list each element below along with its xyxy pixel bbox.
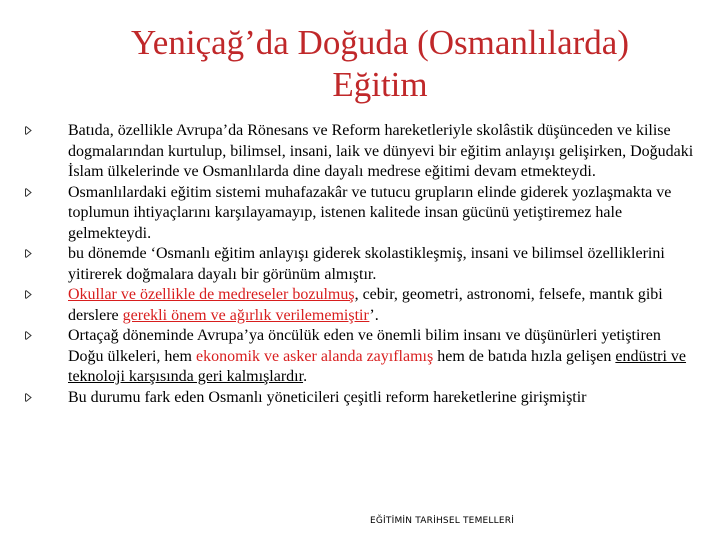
bullet-item-6 xyxy=(25,388,695,409)
slide-title-line-1: Yeniçağ’da Doğuda (Osmanlılarda) xyxy=(131,23,629,62)
arrow-bullet-icon xyxy=(25,126,32,135)
slide-title-line-2: Eğitim xyxy=(332,65,428,104)
bullet-text: . xyxy=(303,368,308,385)
arrow-bullet-icon xyxy=(25,188,32,197)
bullet-text: , cebir, geometri, astronomi, felsefe, mantık gibi derslere xyxy=(68,286,663,324)
bullet-text: Bu durumu fark eden Osmanlı yöneticileri çeşitli reform hareketlerine girişmiştir xyxy=(68,388,587,406)
highlight-text: ekonomik ve asker alanda zayıflamış xyxy=(195,347,434,365)
bullet-text: bu dönemde ‘Osmanlı eğitim anlayışı giderek skolastikleşmiş, insani ve bilimsel özelliklerini yitirerek doğmalara dayalı bir görünüm almıştır. xyxy=(68,245,665,283)
highlight-text-underlined: gerekli önem ve ağırlık verilememiştir xyxy=(122,306,370,324)
bullet-item-5 xyxy=(25,326,695,388)
arrow-bullet-icon xyxy=(25,290,32,299)
underlined-text: endüstri ve teknoloji karşısında geri kalmışlardır xyxy=(68,347,687,385)
slide-footer: EĞİTİMİN TARİHSEL TEMELLERİ xyxy=(370,516,515,526)
bullet-text: Batıda, özellikle Avrupa’da Rönesans ve Reform hareketleriyle skolâstik düşünceden ve kilise dogmalarından kurtulup, bilimsel, insani, laik ve dünyevi bir eğitim anlayışı gelişirken, Doğudaki İslam ülkelerinde ve Osmanlılarda dine dayalı medrese eğitimi devam etmekteydi. xyxy=(68,122,694,180)
slide-title xyxy=(40,22,720,106)
bullet-item-1 xyxy=(25,121,695,183)
bullet-item-2 xyxy=(25,183,695,245)
arrow-bullet-icon xyxy=(25,393,32,402)
arrow-bullet-icon xyxy=(25,249,32,258)
bullet-list xyxy=(25,121,695,408)
bullet-text: hem de batıda hızla gelişen xyxy=(433,347,616,365)
highlight-text-underlined: Okullar ve özellikle de medreseler bozulmuş xyxy=(68,286,355,303)
bullet-item-3 xyxy=(25,244,695,285)
arrow-bullet-icon xyxy=(25,331,32,340)
bullet-text: Osmanlılardaki eğitim sistemi muhafazakâr ve tutucu grupların elinde giderek yozlaşmakta ve toplumun ihtiyaçlarını karşılayamayıp, istenen kalitede insan gücünü yetiştiremez hale gelmekteydi. xyxy=(68,183,672,242)
bullet-text: ’. xyxy=(369,306,379,324)
bullet-item-4 xyxy=(25,285,695,326)
bullet-text: Ortaçağ döneminde Avrupa’ya öncülük eden ve önemli bilim insanı ve düşünürleri yetiştiren Doğu ülkeleri, hem xyxy=(68,327,661,365)
